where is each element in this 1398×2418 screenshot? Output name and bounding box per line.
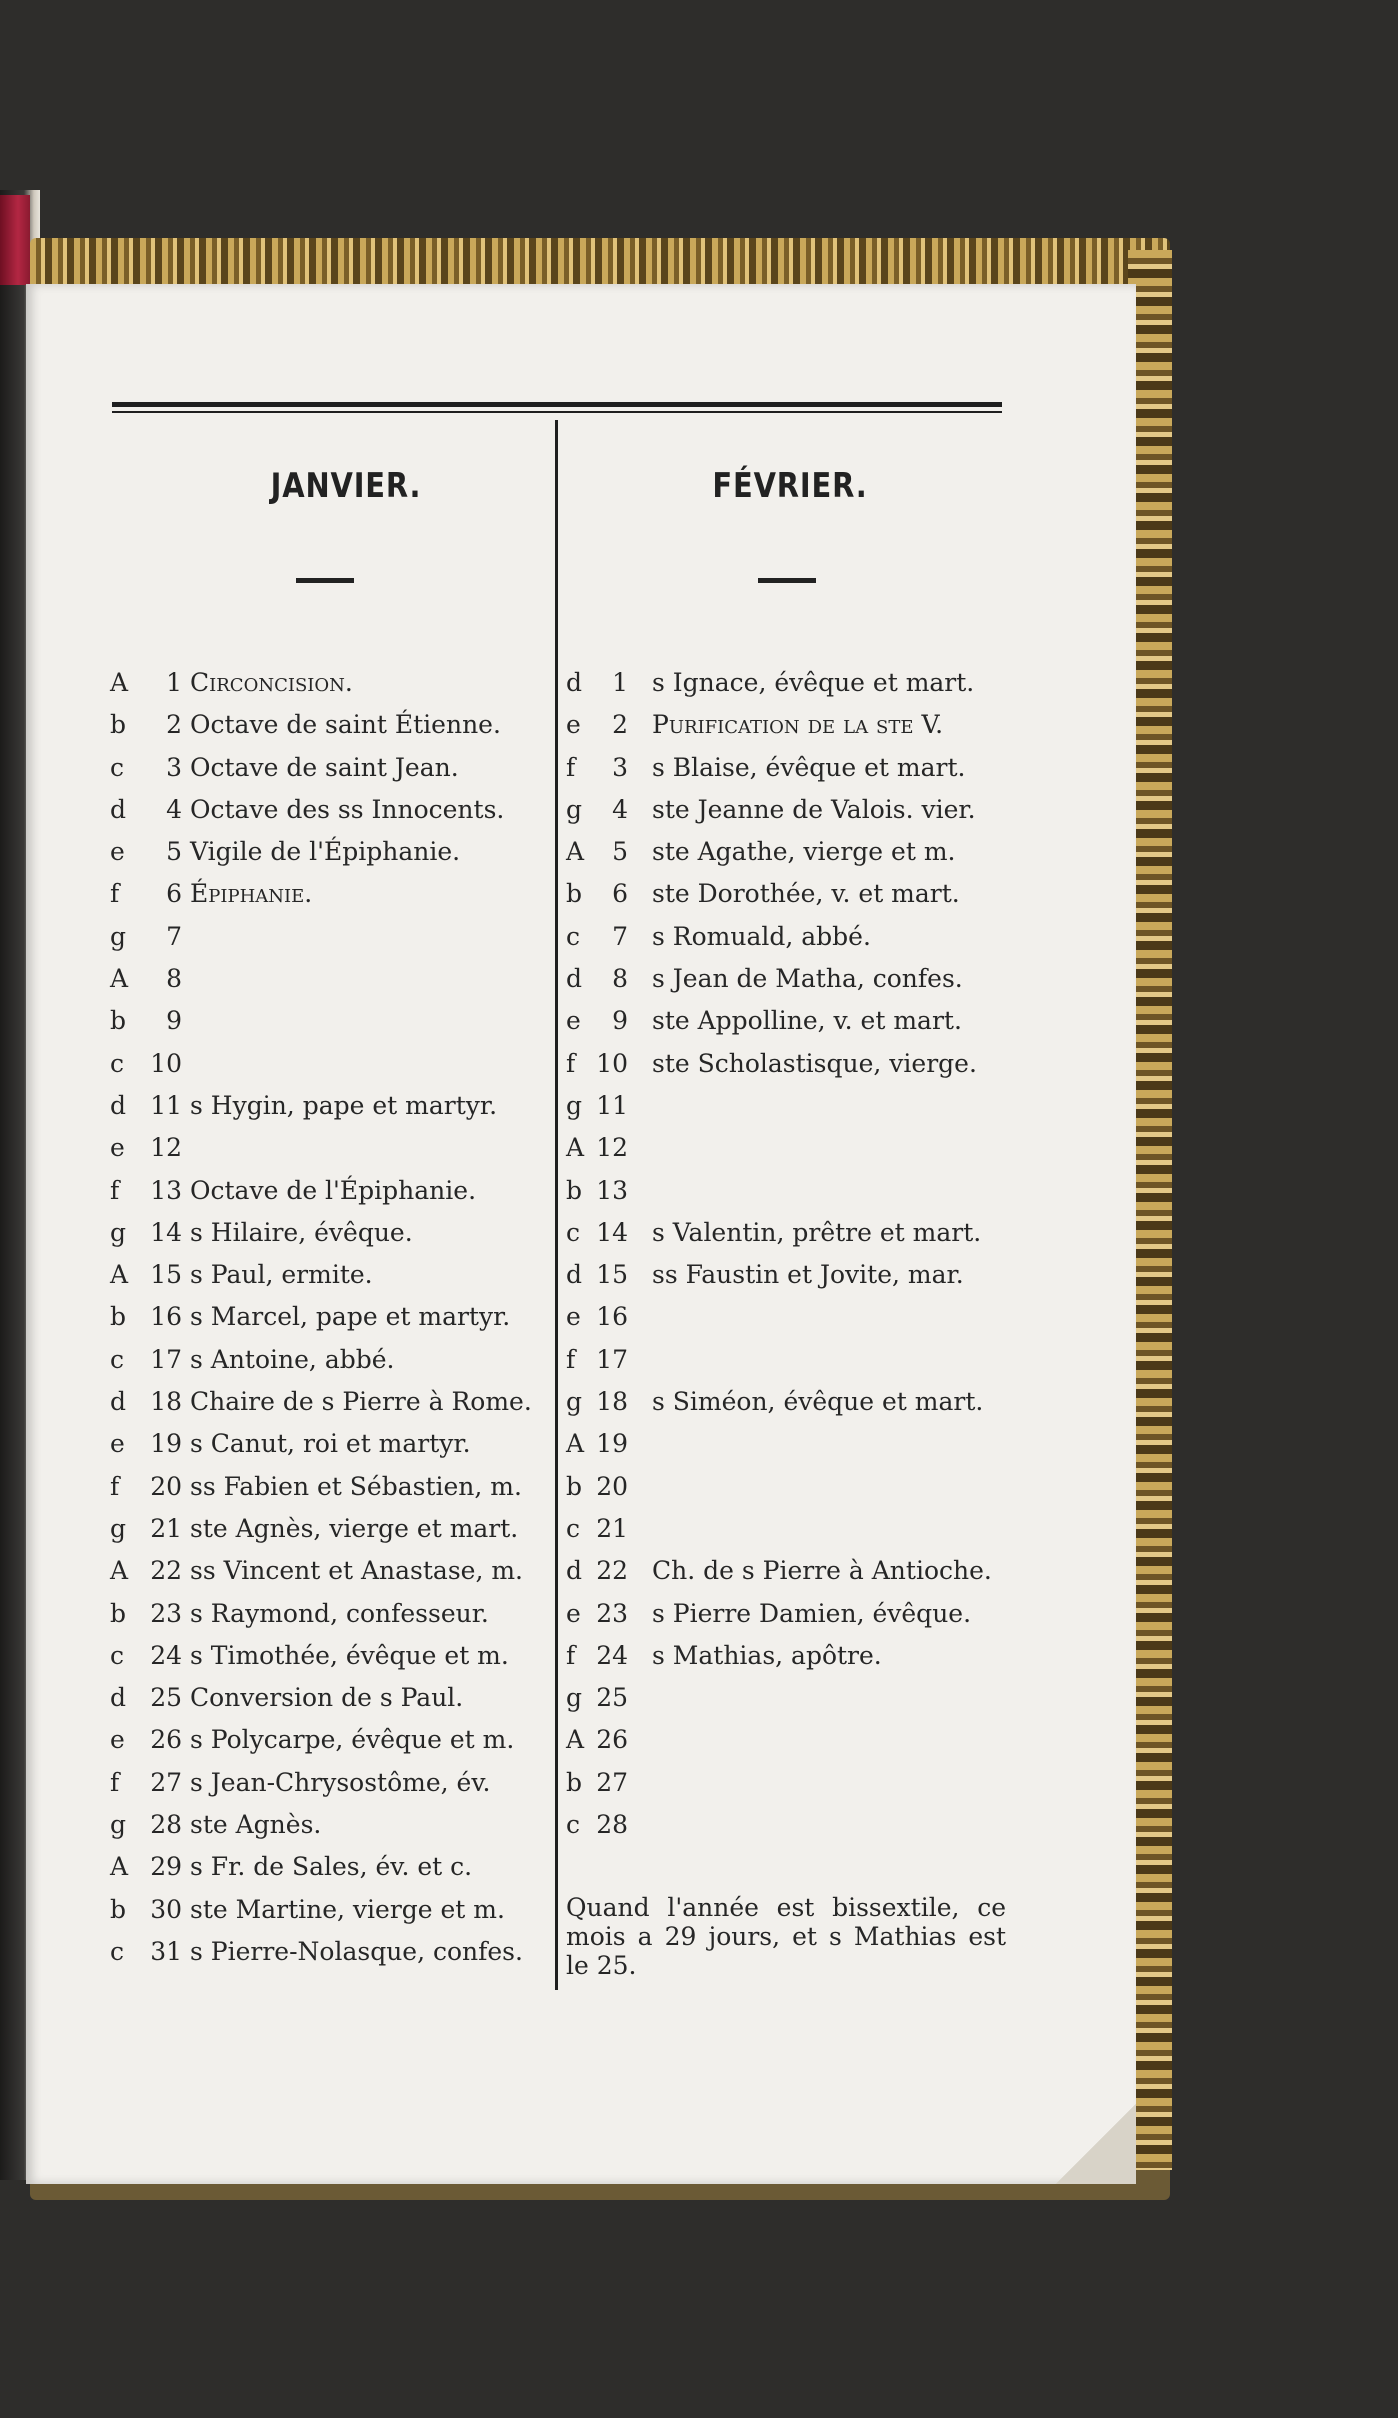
day-number: 6 bbox=[612, 879, 628, 909]
january-day-row bbox=[110, 1719, 550, 1761]
day-number: 22 bbox=[596, 1556, 628, 1586]
january-day-row bbox=[110, 1000, 550, 1042]
dominical-letter: f bbox=[566, 1048, 576, 1078]
day-number: 10 bbox=[596, 1048, 628, 1078]
january-day-row bbox=[110, 916, 550, 958]
day-number: 19 bbox=[150, 1429, 182, 1459]
february-day-row bbox=[566, 1381, 1006, 1423]
dominical-letter: e bbox=[566, 1006, 581, 1036]
day-number: 12 bbox=[150, 1133, 182, 1163]
february-day-row bbox=[566, 1593, 1006, 1635]
day-number: 20 bbox=[596, 1471, 628, 1501]
day-number: 2 bbox=[612, 710, 628, 740]
day-number: 21 bbox=[150, 1513, 182, 1543]
day-number: 4 bbox=[612, 794, 628, 824]
day-number: 8 bbox=[166, 964, 182, 994]
dominical-letter: g bbox=[110, 1810, 127, 1840]
january-day-row bbox=[110, 1043, 550, 1085]
feast-name: ss Faustin et Jovite, mar. bbox=[652, 1260, 964, 1290]
day-number: 24 bbox=[596, 1640, 628, 1670]
day-number: 9 bbox=[612, 1006, 628, 1036]
dominical-letter: c bbox=[110, 1640, 125, 1670]
dominical-letter: b bbox=[566, 1471, 583, 1501]
header-rule-thin bbox=[112, 411, 1002, 413]
february-day-row bbox=[566, 1719, 1006, 1761]
january-day-row bbox=[110, 1931, 550, 1973]
feast-name: ste Jeanne de Valois. vier. bbox=[652, 794, 976, 824]
feast-name: Épiphanie. bbox=[190, 879, 313, 909]
day-number: 25 bbox=[596, 1683, 628, 1713]
february-day-row bbox=[566, 747, 1006, 789]
february-day-row bbox=[566, 1466, 1006, 1508]
dominical-letter: g bbox=[110, 1217, 127, 1247]
feast-name: s Marcel, pape et martyr. bbox=[190, 1302, 511, 1332]
january-day-row bbox=[110, 1212, 550, 1254]
january-day-row bbox=[110, 1381, 550, 1423]
column-divider bbox=[555, 420, 558, 1990]
january-day-row bbox=[110, 1127, 550, 1169]
feast-name: s Mathias, apôtre. bbox=[652, 1640, 882, 1670]
dominical-letter: A bbox=[110, 964, 129, 994]
february-day-row bbox=[566, 662, 1006, 704]
feast-name: s Pierre Damien, évêque. bbox=[652, 1598, 972, 1628]
february-day-row bbox=[566, 1635, 1006, 1677]
january-day-row bbox=[110, 1423, 550, 1465]
day-number: 19 bbox=[596, 1429, 628, 1459]
dominical-letter: f bbox=[110, 1471, 120, 1501]
day-number: 24 bbox=[150, 1640, 182, 1670]
january-day-row bbox=[110, 1085, 550, 1127]
day-number: 7 bbox=[612, 921, 628, 951]
january-day-row bbox=[110, 1804, 550, 1846]
january-day-row bbox=[110, 1550, 550, 1592]
february-day-row bbox=[566, 1085, 1006, 1127]
february-day-row bbox=[566, 1423, 1006, 1465]
january-day-row bbox=[110, 1889, 550, 1931]
feast-name: s Blaise, évêque et mart. bbox=[652, 752, 966, 782]
dominical-letter: e bbox=[110, 1429, 125, 1459]
february-day-row bbox=[566, 1043, 1006, 1085]
january-day-row bbox=[110, 1677, 550, 1719]
day-number: 17 bbox=[596, 1344, 628, 1374]
january-day-row bbox=[110, 873, 550, 915]
day-number: 26 bbox=[150, 1725, 182, 1755]
feast-name: Octave de saint Étienne. bbox=[190, 710, 501, 740]
day-number: 17 bbox=[150, 1344, 182, 1374]
day-number: 16 bbox=[596, 1302, 628, 1332]
dominical-letter: f bbox=[566, 752, 576, 782]
february-day-row bbox=[566, 831, 1006, 873]
feast-name: s Jean de Matha, confes. bbox=[652, 964, 963, 994]
dominical-letter: b bbox=[110, 1598, 127, 1628]
dominical-letter: g bbox=[566, 794, 583, 824]
dominical-letter: f bbox=[110, 879, 120, 909]
day-number: 29 bbox=[150, 1852, 182, 1882]
day-number: 31 bbox=[150, 1936, 182, 1966]
january-title: JANVIER. bbox=[270, 466, 422, 506]
dominical-letter: g bbox=[566, 1387, 583, 1417]
february-day-row bbox=[566, 1339, 1006, 1381]
feast-name: Purification de la ste V. bbox=[652, 710, 944, 740]
feast-name: Vigile de l'Épiphanie. bbox=[190, 837, 461, 867]
day-number: 5 bbox=[612, 837, 628, 867]
day-number: 30 bbox=[150, 1894, 182, 1924]
february-day-row bbox=[566, 1762, 1006, 1804]
january-day-row bbox=[110, 1170, 550, 1212]
day-number: 28 bbox=[596, 1810, 628, 1840]
day-number: 22 bbox=[150, 1556, 182, 1586]
feast-name: s Valentin, prêtre et mart. bbox=[652, 1217, 982, 1247]
dominical-letter: f bbox=[110, 1767, 120, 1797]
february-day-row bbox=[566, 1254, 1006, 1296]
feast-name: s Hilaire, évêque. bbox=[190, 1217, 413, 1247]
dominical-letter: c bbox=[110, 752, 125, 782]
dominical-letter: g bbox=[566, 1090, 583, 1120]
day-number: 16 bbox=[150, 1302, 182, 1332]
day-number: 25 bbox=[150, 1683, 182, 1713]
feast-name: s Hygin, pape et martyr. bbox=[190, 1090, 498, 1120]
february-day-row bbox=[566, 1127, 1006, 1169]
header-rule-thick bbox=[112, 402, 1002, 407]
day-number: 9 bbox=[166, 1006, 182, 1036]
day-number: 7 bbox=[166, 921, 182, 951]
january-day-row bbox=[110, 789, 550, 831]
day-number: 12 bbox=[596, 1133, 628, 1163]
day-number: 21 bbox=[596, 1513, 628, 1543]
dominical-letter: A bbox=[566, 1725, 585, 1755]
day-number: 18 bbox=[150, 1387, 182, 1417]
dominical-letter: c bbox=[110, 1344, 125, 1374]
feast-name: ste Dorothée, v. et mart. bbox=[652, 879, 960, 909]
february-day-row bbox=[566, 958, 1006, 1000]
feast-name: Circoncision. bbox=[190, 668, 353, 697]
feast-name: Ch. de s Pierre à Antioche. bbox=[652, 1556, 992, 1586]
february-day-row bbox=[566, 916, 1006, 958]
day-number: 23 bbox=[150, 1598, 182, 1628]
january-day-row bbox=[110, 958, 550, 1000]
february-day-row bbox=[566, 1508, 1006, 1550]
dominical-letter: d bbox=[566, 1556, 583, 1586]
feast-name: s Timothée, évêque et m. bbox=[190, 1640, 509, 1670]
dominical-letter: b bbox=[110, 1006, 127, 1036]
day-number: 13 bbox=[596, 1175, 628, 1205]
day-number: 4 bbox=[166, 794, 182, 824]
february-title: FÉVRIER. bbox=[712, 466, 868, 506]
dominical-letter: A bbox=[110, 1260, 129, 1290]
february-day-row bbox=[566, 1296, 1006, 1338]
dominical-letter: d bbox=[110, 794, 127, 824]
january-day-row bbox=[110, 1254, 550, 1296]
january-day-row bbox=[110, 831, 550, 873]
feast-name: s Siméon, évêque et mart. bbox=[652, 1387, 984, 1417]
day-number: 15 bbox=[150, 1260, 182, 1290]
day-number: 14 bbox=[150, 1217, 182, 1247]
dominical-letter: e bbox=[566, 1302, 581, 1332]
january-title-dash bbox=[296, 578, 354, 583]
february-day-row bbox=[566, 704, 1006, 746]
dominical-letter: A bbox=[110, 1556, 129, 1586]
day-number: 13 bbox=[150, 1175, 182, 1205]
january-day-row bbox=[110, 1296, 550, 1338]
february-day-row bbox=[566, 789, 1006, 831]
feast-name: Octave de l'Épiphanie. bbox=[190, 1175, 477, 1205]
feast-name: ss Vincent et Anastase, m. bbox=[190, 1556, 524, 1586]
feast-name: ste Appolline, v. et mart. bbox=[652, 1006, 962, 1036]
feast-name: Conversion de s Paul. bbox=[190, 1683, 464, 1713]
dominical-letter: e bbox=[566, 710, 581, 740]
dominical-letter: b bbox=[566, 1175, 583, 1205]
dominical-letter: c bbox=[566, 1217, 581, 1247]
day-number: 27 bbox=[596, 1767, 628, 1797]
feast-name: ste Agathe, vierge et m. bbox=[652, 837, 956, 867]
dominical-letter: e bbox=[110, 1133, 125, 1163]
dominical-letter: b bbox=[110, 1894, 127, 1924]
february-day-row bbox=[566, 1170, 1006, 1212]
day-number: 5 bbox=[166, 837, 182, 867]
dominical-letter: g bbox=[566, 1683, 583, 1713]
dominical-letter: c bbox=[110, 1048, 125, 1078]
feast-name: Octave de saint Jean. bbox=[190, 752, 459, 782]
dominical-letter: e bbox=[110, 1725, 125, 1755]
feast-name: ss Fabien et Sébastien, m. bbox=[190, 1471, 522, 1501]
dominical-letter: A bbox=[566, 1429, 585, 1459]
day-number: 23 bbox=[596, 1598, 628, 1628]
feast-name: ste Scholastisque, vierge. bbox=[652, 1048, 977, 1078]
feast-name: Chaire de s Pierre à Rome. bbox=[190, 1387, 532, 1417]
january-day-row bbox=[110, 1846, 550, 1888]
day-number: 2 bbox=[166, 710, 182, 740]
feast-name: ste Agnès. bbox=[190, 1810, 322, 1840]
feast-name: s Canut, roi et martyr. bbox=[190, 1429, 471, 1459]
feast-name: s Pierre-Nolasque, confes. bbox=[190, 1936, 523, 1966]
february-title-dash bbox=[758, 578, 816, 583]
dominical-letter: c bbox=[566, 921, 581, 951]
dominical-letter: g bbox=[110, 921, 127, 951]
dominical-letter: g bbox=[110, 1513, 127, 1543]
february-day-row bbox=[566, 1000, 1006, 1042]
day-number: 1 bbox=[612, 668, 628, 697]
february-day-row bbox=[566, 1212, 1006, 1254]
january-day-row bbox=[110, 1762, 550, 1804]
day-number: 3 bbox=[612, 752, 628, 782]
day-number: 14 bbox=[596, 1217, 628, 1247]
day-number: 10 bbox=[150, 1048, 182, 1078]
dominical-letter: c bbox=[110, 1936, 125, 1966]
gilt-top-edge bbox=[30, 238, 1170, 284]
february-day-row bbox=[566, 1677, 1006, 1719]
dominical-letter: b bbox=[110, 710, 127, 740]
february-calendar-list bbox=[566, 662, 1006, 1846]
january-day-row bbox=[110, 1635, 550, 1677]
dominical-letter: d bbox=[110, 1387, 127, 1417]
feast-name: s Antoine, abbé. bbox=[190, 1344, 395, 1374]
day-number: 3 bbox=[166, 752, 182, 782]
dominical-letter: A bbox=[110, 668, 129, 697]
dominical-letter: A bbox=[566, 837, 585, 867]
feast-name: s Paul, ermite. bbox=[190, 1260, 373, 1290]
dominical-letter: f bbox=[110, 1175, 120, 1205]
day-number: 11 bbox=[596, 1090, 628, 1120]
dominical-letter: d bbox=[566, 964, 583, 994]
january-day-row bbox=[110, 1339, 550, 1381]
day-number: 1 bbox=[166, 668, 182, 697]
day-number: 28 bbox=[150, 1810, 182, 1840]
dominical-letter: d bbox=[110, 1090, 127, 1120]
january-day-row bbox=[110, 1508, 550, 1550]
dominical-letter: b bbox=[110, 1302, 127, 1332]
dominical-letter: e bbox=[566, 1598, 581, 1628]
january-calendar-list bbox=[110, 662, 550, 1973]
bookmark-ribbon bbox=[0, 195, 30, 285]
day-number: 15 bbox=[596, 1260, 628, 1290]
dominical-letter: f bbox=[566, 1640, 576, 1670]
feast-name: s Raymond, confesseur. bbox=[190, 1598, 489, 1628]
feast-name: s Ignace, évêque et mart. bbox=[652, 668, 975, 697]
dominical-letter: b bbox=[566, 879, 583, 909]
feast-name: s Jean-Chrysostôme, év. bbox=[190, 1767, 491, 1797]
january-day-row bbox=[110, 1593, 550, 1635]
dominical-letter: f bbox=[566, 1344, 576, 1374]
dominical-letter: A bbox=[566, 1133, 585, 1163]
leap-year-note: Quand l'année est bissextile, ce mois a 29 jours, et s Mathias est le 25. bbox=[566, 1893, 1006, 1980]
day-number: 8 bbox=[612, 964, 628, 994]
dominical-letter: c bbox=[566, 1810, 581, 1840]
feast-name: ste Martine, vierge et m. bbox=[190, 1894, 505, 1924]
january-day-row bbox=[110, 704, 550, 746]
feast-name: s Romuald, abbé. bbox=[652, 921, 871, 951]
feast-name: s Polycarpe, évêque et m. bbox=[190, 1725, 515, 1755]
dominical-letter: d bbox=[110, 1683, 127, 1713]
dominical-letter: d bbox=[566, 668, 583, 697]
january-day-row bbox=[110, 747, 550, 789]
january-day-row bbox=[110, 1466, 550, 1508]
dominical-letter: b bbox=[566, 1767, 583, 1797]
february-day-row bbox=[566, 1804, 1006, 1846]
dominical-letter: d bbox=[566, 1260, 583, 1290]
january-day-row bbox=[110, 662, 550, 704]
day-number: 11 bbox=[150, 1090, 182, 1120]
feast-name: Octave des ss Innocents. bbox=[190, 794, 505, 824]
day-number: 6 bbox=[166, 879, 182, 909]
day-number: 20 bbox=[150, 1471, 182, 1501]
february-day-row bbox=[566, 873, 1006, 915]
dominical-letter: A bbox=[110, 1852, 129, 1882]
day-number: 26 bbox=[596, 1725, 628, 1755]
february-day-row bbox=[566, 1550, 1006, 1592]
feast-name: ste Agnès, vierge et mart. bbox=[190, 1513, 519, 1543]
feast-name: s Fr. de Sales, év. et c. bbox=[190, 1852, 473, 1882]
dominical-letter: e bbox=[110, 837, 125, 867]
day-number: 27 bbox=[150, 1767, 182, 1797]
day-number: 18 bbox=[596, 1387, 628, 1417]
page-corner-fold bbox=[1056, 2104, 1136, 2184]
dominical-letter: c bbox=[566, 1513, 581, 1543]
